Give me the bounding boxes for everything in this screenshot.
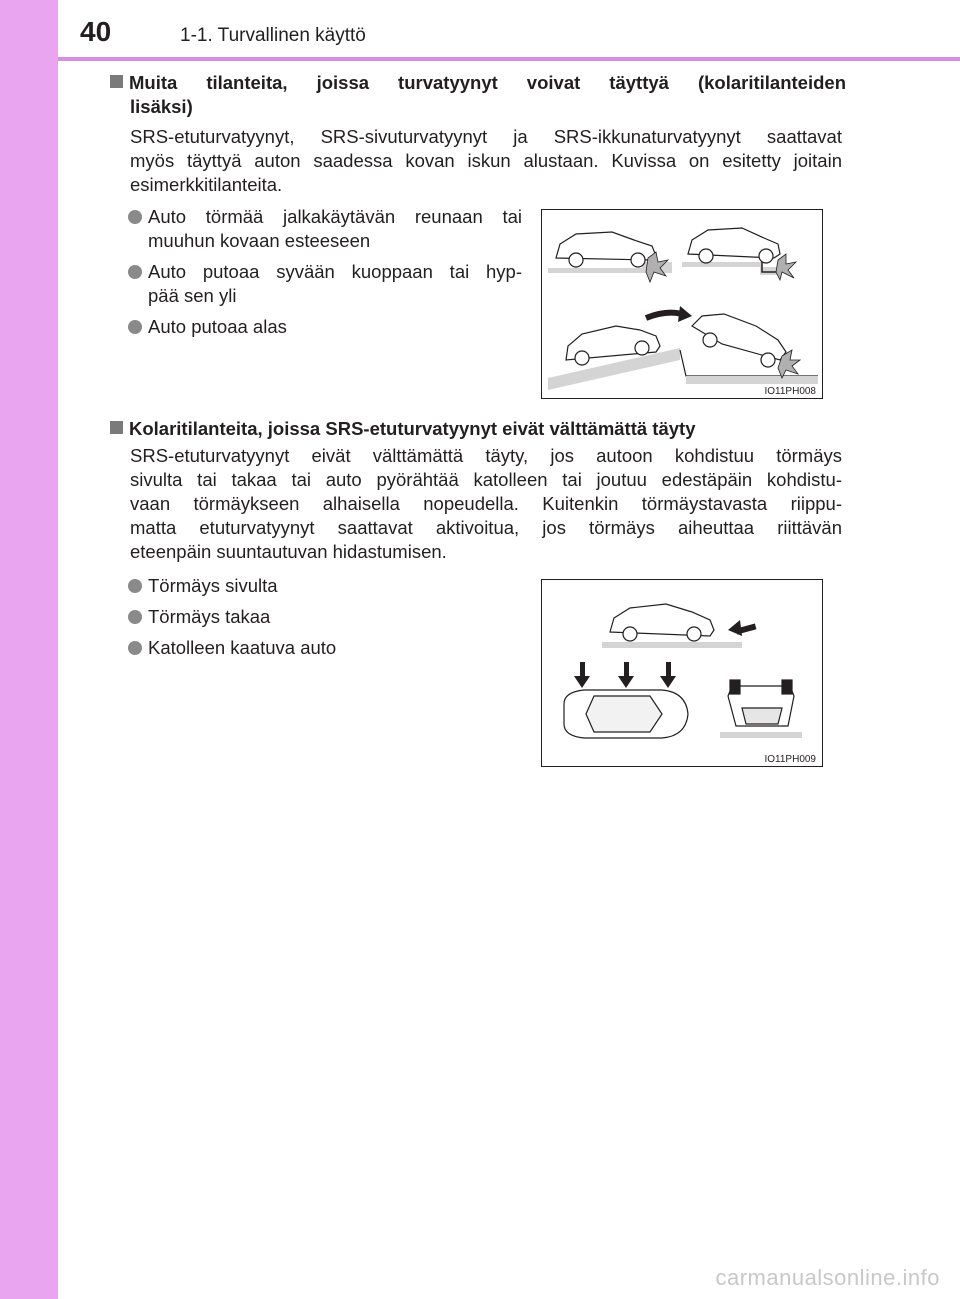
para-line: esimerkkitilanteita. <box>130 174 283 195</box>
car-icon <box>688 228 780 263</box>
curb-drop-illustration <box>542 210 822 398</box>
section2-heading-text: Kolaritilanteita, joissa SRS-etuturvatyynyt eivät välttämättä täyty <box>129 418 696 439</box>
bullet-line: Auto putoaa syvään kuoppaan tai hyp- <box>148 261 522 282</box>
car-rear-rollover-icon <box>728 680 794 726</box>
watermark[interactable]: carmanualsonline.info <box>715 1265 940 1290</box>
page-number: 40 <box>80 16 112 47</box>
bullet-dot-icon <box>128 320 142 334</box>
bullet-line: Törmäys sivulta <box>148 575 278 596</box>
para-line: matta etuturvatyynyt saattavat aktivoitua, jos törmäys aiheuttaa riittävän <box>130 517 842 538</box>
para-line: vaan törmäykseen alhaisella nopeudella. Kuitenkin törmäystavasta riippu- <box>130 493 842 514</box>
bullet-dot-icon <box>128 265 142 279</box>
figure-code: IO11PH009 <box>764 754 816 765</box>
bullet-line: Auto putoaa alas <box>148 316 287 337</box>
para-line: SRS-etuturvatyynyt eivät välttämättä täyty, jos autoon kohdistuu törmäys <box>130 445 842 466</box>
section1-heading-line1: Muita tilanteita, joissa turvatyynyt voivat täyttyä (kolaritilanteiden <box>129 72 846 93</box>
car-icon <box>556 232 656 267</box>
bullet-line: Törmäys takaa <box>148 606 271 627</box>
figure-curb-and-drop <box>541 209 823 399</box>
bullet-dot-icon <box>128 641 142 655</box>
para-line: myös täyttyä auton saadessa kovan iskun alustaan. Kuvissa on esitetty joitain <box>130 150 842 171</box>
figure-code: IO11PH008 <box>764 386 816 397</box>
bullet-line: muuhun kovaan esteeseen <box>148 230 371 251</box>
bullet-item <box>128 636 336 660</box>
bullet-item <box>128 205 522 253</box>
side-rear-rollover-illustration <box>542 580 822 766</box>
bullet-item <box>128 605 270 629</box>
section2-heading <box>110 417 850 441</box>
para-line: eteenpäin suuntautuvan hidastumisen. <box>130 541 447 562</box>
bullet-item <box>128 315 287 339</box>
header-rule <box>58 57 960 61</box>
car-icon <box>610 604 714 641</box>
bullet-item <box>128 574 278 598</box>
heading-square-icon <box>110 75 123 88</box>
section-title: 1-1. Turvallinen käyttö <box>180 25 366 46</box>
bullet-dot-icon <box>128 610 142 624</box>
para-line: SRS-etuturvatyynyt, SRS-sivuturvatyynyt ja SRS-ikkunaturvatyynyt saattavat <box>130 126 842 147</box>
para-line: sivulta tai takaa tai auto pyörähtää katolleen tai joutuu edestäpäin kohdistu- <box>130 469 842 490</box>
figure-side-rear-rollover <box>541 579 823 767</box>
bullet-item <box>128 260 522 308</box>
section1-paragraph <box>130 125 842 197</box>
section1-heading-line2: lisäksi) <box>130 96 193 117</box>
bullet-line: Katolleen kaatuva auto <box>148 637 337 658</box>
bullet-line: pää sen yli <box>148 285 237 306</box>
car-icon <box>692 314 786 367</box>
arrow-icon <box>574 662 676 688</box>
sidebar-tab <box>0 0 58 1299</box>
arrow-icon <box>728 620 756 636</box>
bullet-line: Auto törmää jalkakäytävän reunaan tai <box>148 206 522 227</box>
bullet-dot-icon <box>128 579 142 593</box>
section1-heading <box>110 71 846 119</box>
car-top-view-icon <box>564 690 688 738</box>
section2-paragraph <box>130 444 842 564</box>
heading-square-icon <box>110 421 123 434</box>
bullet-dot-icon <box>128 210 142 224</box>
